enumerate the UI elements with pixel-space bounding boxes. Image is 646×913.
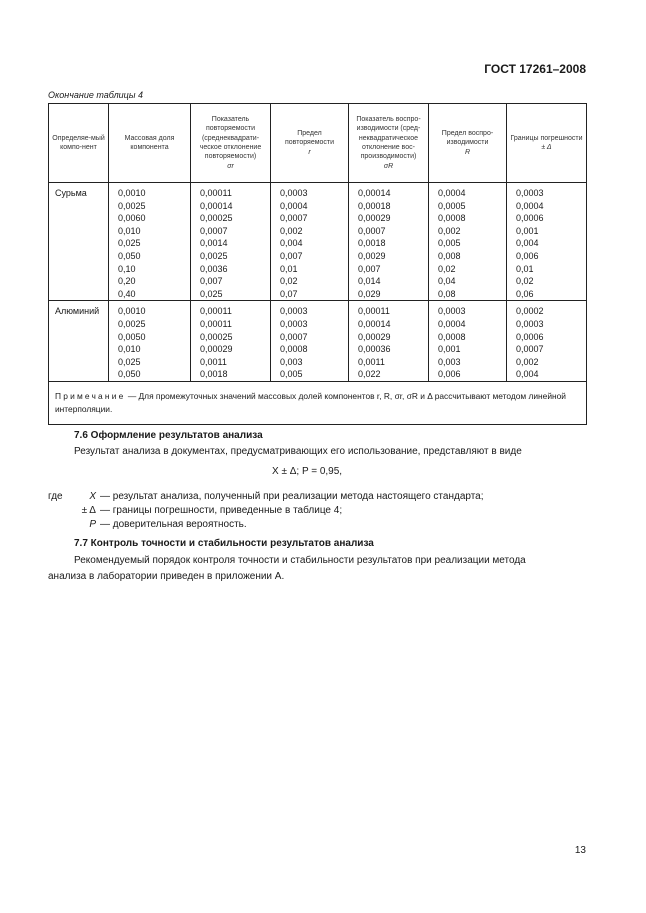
delta-cell	[507, 183, 587, 301]
table-value: 0,0018	[200, 369, 228, 380]
sigma-R-cell	[349, 301, 429, 382]
section-7-6-paragraph: Результат анализа в документах, предусматривающих его использование, представляют в виде	[74, 446, 522, 457]
table-value: 0,00029	[200, 344, 233, 355]
table-value: 0,0006	[516, 331, 544, 342]
table-note-row	[49, 381, 587, 424]
R-cell	[429, 183, 507, 301]
def-text-delta: — границы погрешности, приведенные в таблице 4;	[100, 505, 343, 516]
component-name: Сурьма	[49, 183, 109, 301]
table-value: 0,07	[280, 288, 298, 299]
R-cell	[429, 301, 507, 382]
def-symbol-delta: ± Δ	[81, 505, 96, 516]
table-value: 0,0007	[358, 225, 386, 236]
table-value: 0,0007	[516, 344, 544, 355]
table-value: 0,0025	[200, 250, 228, 261]
table-value: 0,007	[280, 250, 303, 261]
table-value: 0,002	[516, 356, 539, 367]
table-value: 0,0003	[438, 306, 466, 317]
sigma-R-cell	[349, 183, 429, 301]
table-value: 0,00014	[358, 188, 391, 198]
table-value: 0,0008	[280, 344, 308, 355]
page-number: 13	[574, 845, 586, 856]
component-name: Алюминий	[49, 301, 109, 382]
table-value: 0,0004	[438, 318, 466, 329]
table-value: 0,006	[516, 250, 539, 261]
table-value: 0,0060	[118, 213, 146, 224]
table-value: 0,0003	[280, 188, 308, 198]
table-value: 0,0007	[200, 225, 228, 236]
sigma-r-cell	[191, 183, 271, 301]
table-value: 0,0003	[516, 318, 544, 329]
table-row	[49, 301, 587, 382]
table-value: 0,00018	[358, 200, 391, 211]
col-header-R: Предел воспро-изводимости R	[429, 104, 507, 183]
table-value: 0,0011	[358, 356, 385, 367]
table-value: 0,0010	[118, 306, 146, 317]
section-7-7-heading: 7.7 Контроль точности и стабильности результатов анализа	[74, 538, 374, 549]
col-header-sigma-R: Показатель воспро-изводимости (сред-неквадратическое отклонение вос-производимости) σR	[349, 104, 429, 183]
table-value: 0,007	[200, 276, 223, 287]
table-value: 0,0004	[280, 200, 308, 211]
def-symbol-x: X	[89, 491, 96, 502]
delta-symbol: ± Δ	[541, 144, 552, 151]
table-value: 0,004	[516, 238, 539, 249]
table-value: 0,0005	[438, 200, 466, 211]
sigma-r-cell	[191, 301, 271, 382]
result-formula: X ± Δ; P = 0,95,	[272, 466, 343, 477]
note-label: Примечание	[55, 390, 126, 401]
table-value: 0,00011	[200, 306, 232, 317]
table-value: 0,00025	[200, 213, 233, 224]
def-symbol-p: P	[89, 519, 96, 530]
table-value: 0,00011	[358, 306, 390, 317]
table-value: 0,022	[358, 369, 381, 380]
metrology-table	[48, 103, 587, 425]
table-value: 0,0002	[516, 306, 544, 317]
table-value: 0,0025	[118, 318, 146, 329]
table-value: 0,02	[516, 276, 534, 287]
def-text-p: — доверительная вероятность.	[100, 519, 247, 530]
table-value: 0,02	[280, 276, 298, 287]
table-value: 0,007	[358, 263, 381, 274]
table-value: 0,0050	[118, 331, 146, 342]
section-7-7-paragraph-line1: Рекомендуемый порядок контроля точности и стабильности результатов при реализации метода	[74, 555, 526, 566]
R-symbol: R	[464, 148, 471, 156]
table-value: 0,029	[358, 288, 381, 299]
section-7-6-heading: 7.6 Оформление результатов анализа	[74, 430, 263, 441]
table-value: 0,002	[280, 225, 303, 236]
col-header-mass-fraction: Массовая доля компонента	[109, 104, 191, 183]
table-value: 0,04	[438, 276, 456, 287]
table-value: 0,0008	[438, 331, 466, 342]
table-value: 0,025	[118, 356, 141, 367]
table-value: 0,0036	[200, 263, 228, 274]
r-symbol: r	[308, 148, 311, 156]
sigma-r-symbol: σr	[227, 162, 234, 170]
table-value: 0,00011	[200, 318, 232, 329]
def-text-x: — результат анализа, полученный при реализации метода настоящего стандарта;	[100, 491, 484, 502]
table-value: 0,008	[438, 250, 461, 261]
document-code: ГОСТ 17261–2008	[484, 62, 586, 76]
r-cell	[271, 183, 349, 301]
mass-fraction-cell	[109, 183, 191, 301]
col-header-r: Предел повторяемости r	[271, 104, 349, 183]
table-value: 0,0006	[516, 213, 544, 224]
table-value: 0,0014	[200, 238, 228, 249]
table-value: 0,06	[516, 288, 534, 299]
table-value: 0,0018	[358, 238, 386, 249]
table-value: 0,004	[280, 238, 303, 249]
table-value: 0,00029	[358, 331, 391, 342]
table-value: 0,0007	[280, 213, 308, 224]
table-value: 0,010	[118, 344, 141, 355]
table-value: 0,0029	[358, 250, 386, 261]
col-header-sigma-r: Показатель повторяемости (среднеквадрати-ческое отклонение повторяемости) σr	[191, 104, 271, 183]
table-value: 0,025	[200, 288, 223, 299]
table-value: 0,08	[438, 288, 456, 299]
r-cell	[271, 301, 349, 382]
table-value: 0,20	[118, 276, 136, 287]
table-value: 0,40	[118, 288, 136, 299]
table-value: 0,002	[438, 225, 461, 236]
note-text: — Для промежуточных значений массовых долей компонентов r, R, σr, σR и Δ рассчитывают методом линейной интерполяции.	[55, 390, 566, 414]
table-value: 0,0010	[118, 188, 146, 198]
table-value: 0,0025	[118, 200, 146, 211]
table-value: 0,00036	[358, 344, 391, 355]
table-value: 0,014	[358, 276, 381, 287]
col-header-component: Определяе-мый компо-нент	[49, 104, 109, 183]
delta-cell	[507, 301, 587, 382]
table-value: 0,005	[438, 238, 461, 249]
table-value: 0,00025	[200, 331, 233, 342]
table-value: 0,005	[280, 369, 303, 380]
table-value: 0,02	[438, 263, 456, 274]
table-value: 0,003	[438, 356, 461, 367]
table-value: 0,0003	[280, 306, 308, 317]
table-value: 0,10	[118, 263, 136, 274]
table-value: 0,0003	[280, 318, 308, 329]
table-value: 0,004	[516, 369, 539, 380]
table-value: 0,0004	[516, 200, 544, 211]
table-header-row	[49, 104, 587, 183]
table-value: 0,0011	[200, 356, 227, 367]
table-value: 0,01	[516, 263, 534, 274]
table-value: 0,01	[280, 263, 298, 274]
table-value: 0,001	[516, 225, 539, 236]
table-row	[49, 183, 587, 301]
col-header-delta: Границы погрешности ± Δ	[507, 104, 587, 183]
mass-fraction-cell	[109, 301, 191, 382]
table-value: 0,050	[118, 369, 141, 380]
table-note	[49, 381, 587, 424]
sigma-R-symbol: σR	[383, 162, 394, 170]
table-value: 0,00029	[358, 213, 391, 224]
table-value: 0,010	[118, 225, 141, 236]
where-word: где	[48, 491, 63, 502]
table-value: 0,00014	[200, 200, 233, 211]
table-caption: Окончание таблицы 4	[48, 90, 143, 100]
table-value: 0,0008	[438, 213, 466, 224]
table-value: 0,050	[118, 250, 141, 261]
table-value: 0,0003	[516, 188, 544, 198]
table-value: 0,0007	[280, 331, 308, 342]
table-value: 0,006	[438, 369, 461, 380]
table-value: 0,00014	[358, 318, 391, 329]
table-value: 0,025	[118, 238, 141, 249]
table-value: 0,003	[280, 356, 303, 367]
table-value: 0,001	[438, 344, 461, 355]
section-7-7-paragraph-line2: анализа в лаборатории приведен в приложении А.	[48, 571, 285, 582]
table-value: 0,0004	[438, 188, 466, 198]
table-value: 0,00011	[200, 188, 232, 198]
